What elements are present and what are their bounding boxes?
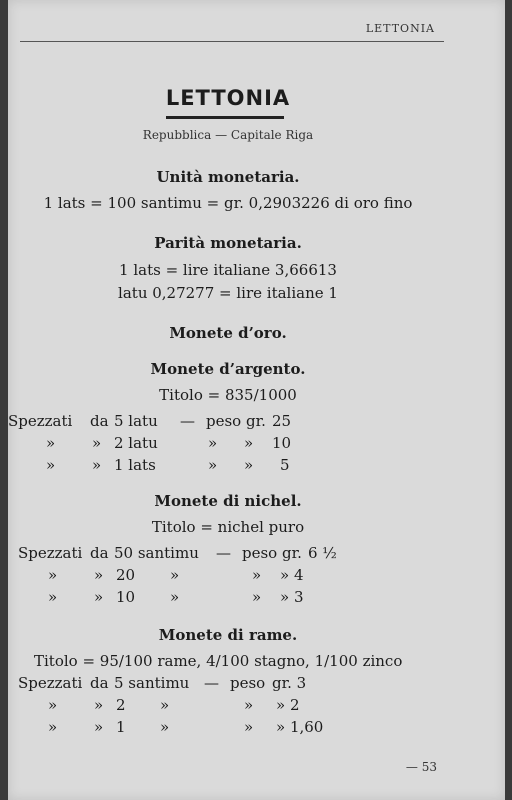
heading-unit: Unità monetaria. [156,168,300,186]
copper-titolo: Titolo = 95/100 rame, 4/100 stagno, 1/100 zinco [34,652,403,670]
running-header: LETTONIA [365,22,435,35]
header-rule [20,41,444,42]
subtitle: Repubblica — Capitale Riga [142,128,314,142]
parity-line-2: latu 0,27277 = lire italiane 1 [118,284,338,302]
silver-titolo: Titolo = 835/1000 [159,386,297,404]
parity-line-1: 1 lats = lire italiane 3,66613 [119,261,337,279]
title-underline [166,116,284,119]
book-page: LETTONIA LETTONIA Repubblica — Capitale Riga Unità monetaria. 1 lats = 100 santimu = gr. 0,2903226 di oro fino Parità monetaria. 1 lats = lire italiane 3,66613 latu 0,27277 = lire italiane 1 Monete d’oro. Monete d’argento. Titolo = 835/1000 Spezzati da 5 latu — peso gr. 25 » » 2 latu » » 10 » » 1 lats » » 5 Monete di nichel. Titolo = nichel puro Spezzati da 50 santimu — peso gr. 6 ½ » » 20 » » » 4 » » 10 » » » 3 Monete di rame. Titolo = 95/100 rame, 4/100 stagno, 1/100 zinco Spezzati da 5 santimu — peso gr. 3 » » 2 » » » 2 » » 1 » » » 1,60 — 53 [8,0,505,800]
heading-silver: Monete d’argento. [150,360,306,378]
nickel-titolo: Titolo = nichel puro [151,518,305,536]
page-number: — 53 [405,760,437,774]
heading-nickel: Monete di nichel. [154,492,302,510]
heading-gold: Monete d’oro. [169,324,287,342]
heading-copper: Monete di rame. [158,626,298,644]
page-title: LETTONIA [165,86,291,110]
heading-parity: Parità monetaria. [154,234,302,252]
unit-text: 1 lats = 100 santimu = gr. 0,2903226 di oro fino [43,194,413,212]
